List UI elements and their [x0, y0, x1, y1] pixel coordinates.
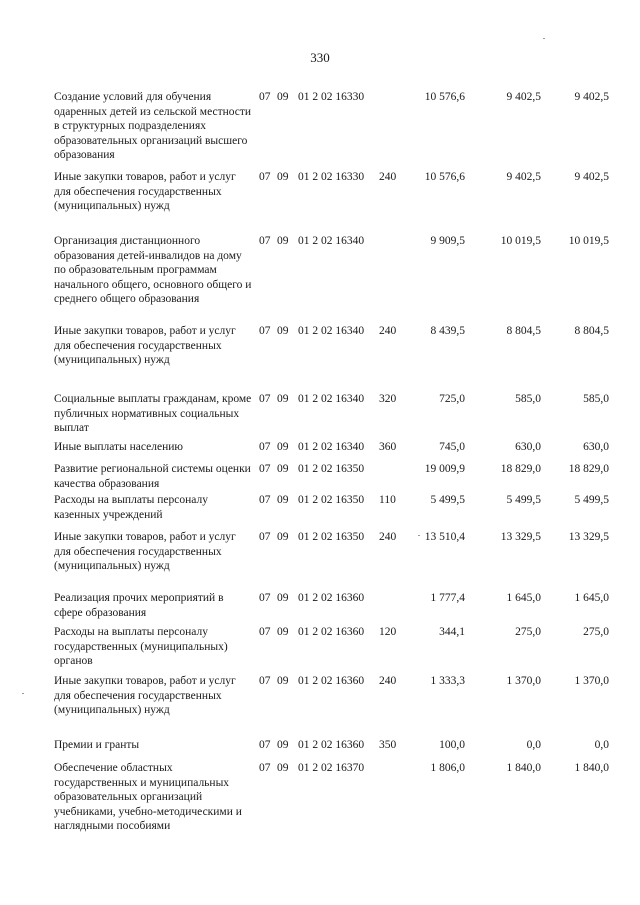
row-value-2: 585,0	[515, 393, 541, 405]
row-section: 07	[259, 463, 271, 475]
row-target-code: 01 2 02 16360	[298, 592, 365, 604]
row-subsection: 09	[277, 393, 289, 405]
row-value-3: 585,0	[583, 393, 609, 405]
row-value-3: 1 840,0	[574, 762, 609, 774]
row-value-2: 1 645,0	[506, 592, 541, 604]
row-expense-type: 350	[379, 739, 397, 751]
row-value-2: 275,0	[515, 626, 541, 638]
row-value-2: 10 019,5	[500, 235, 541, 247]
row-target-code: 01 2 02 16340	[298, 235, 365, 247]
row-value-1: 9 909,5	[430, 235, 465, 247]
row-value-1: 745,0	[439, 441, 465, 453]
row-target-code: 01 2 02 16360	[298, 675, 365, 687]
row-name: Расходы на выплаты персоналу государственных (муниципальных) органов	[54, 626, 228, 667]
row-value-2: 1 840,0	[506, 762, 541, 774]
row-value-3: 5 499,5	[574, 494, 609, 506]
row-section: 07	[259, 675, 271, 687]
row-name: Создание условий для обучения одаренных детей из сельской местности в структурных подразделениях образовательных организаций высшего образования	[54, 91, 252, 161]
row-subsection: 09	[277, 235, 289, 247]
row-subsection: 09	[277, 531, 289, 543]
row-target-code: 01 2 02 16350	[298, 463, 365, 475]
row-section: 07	[259, 592, 271, 604]
row-name: Иные закупки товаров, работ и услуг для обеспечения государственных (муниципальных) нужд	[54, 531, 236, 572]
row-target-code: 01 2 02 16360	[298, 626, 365, 638]
row-value-2: 5 499,5	[506, 494, 541, 506]
row-name: Реализация прочих мероприятий в сфере образования	[54, 592, 224, 619]
row-target-code: 01 2 02 16370	[298, 762, 365, 774]
row-value-1: 8 439,5	[430, 325, 465, 337]
row-expense-type: 110	[379, 494, 396, 506]
row-target-code: 01 2 02 16340	[298, 393, 365, 405]
row-section: 07	[259, 626, 271, 638]
row-value-3: 10 019,5	[568, 235, 609, 247]
row-value-3: 1 645,0	[574, 592, 609, 604]
row-expense-type: 240	[379, 171, 397, 183]
row-target-code: 01 2 02 16340	[298, 441, 365, 453]
row-name: Иные закупки товаров, работ и услуг для обеспечения государственных (муниципальных) нужд	[54, 325, 236, 366]
row-target-code: 01 2 02 16330	[298, 91, 365, 103]
row-subsection: 09	[277, 762, 289, 774]
row-subsection: 09	[277, 675, 289, 687]
row-expense-type: 120	[379, 626, 397, 638]
row-value-2: 13 329,5	[500, 531, 541, 543]
row-subsection: 09	[277, 441, 289, 453]
row-section: 07	[259, 494, 271, 506]
row-target-code: 01 2 02 16350	[298, 494, 365, 506]
row-section: 07	[259, 91, 271, 103]
row-value-1: 13 510,4	[424, 531, 465, 543]
row-value-1: 725,0	[439, 393, 465, 405]
row-value-3: 630,0	[583, 441, 609, 453]
row-target-code: 01 2 02 16350	[298, 531, 365, 543]
row-value-2: 1 370,0	[506, 675, 541, 687]
row-value-2: 8 804,5	[506, 325, 541, 337]
row-value-1: 344,1	[439, 626, 465, 638]
row-value-2: 630,0	[515, 441, 541, 453]
row-value-3: 8 804,5	[574, 325, 609, 337]
row-section: 07	[259, 393, 271, 405]
row-value-1: 1 806,0	[430, 762, 465, 774]
page-number: 330	[310, 50, 330, 65]
row-value-3: 13 329,5	[568, 531, 609, 543]
scan-speck	[22, 693, 24, 694]
scan-speck	[543, 38, 545, 39]
row-value-1: 10 576,6	[424, 171, 465, 183]
row-section: 07	[259, 441, 271, 453]
row-name: Организация дистанционного образования детей-инвалидов на дому по образовательным программам начального общего, основного общего и среднего общего образования	[54, 235, 252, 305]
row-subsection: 09	[277, 626, 289, 638]
row-target-code: 01 2 02 16340	[298, 325, 365, 337]
row-subsection: 09	[277, 494, 289, 506]
row-subsection: 09	[277, 91, 289, 103]
row-section: 07	[259, 171, 271, 183]
row-value-1: 100,0	[439, 739, 465, 751]
row-value-3: 1 370,0	[574, 675, 609, 687]
row-section: 07	[259, 235, 271, 247]
row-expense-type: 240	[379, 675, 397, 687]
row-subsection: 09	[277, 325, 289, 337]
row-value-1: 5 499,5	[430, 494, 465, 506]
row-name: Иные закупки товаров, работ и услуг для обеспечения государственных (муниципальных) нужд	[54, 171, 236, 212]
row-value-1: 10 576,6	[424, 91, 465, 103]
row-section: 07	[259, 531, 271, 543]
row-name: Иные закупки товаров, работ и услуг для обеспечения государственных (муниципальных) нужд	[54, 675, 236, 716]
row-value-3: 18 829,0	[568, 463, 609, 475]
row-value-3: 9 402,5	[574, 91, 609, 103]
row-target-code: 01 2 02 16360	[298, 739, 365, 751]
row-value-3: 275,0	[583, 626, 609, 638]
row-value-1: 1 777,4	[430, 592, 465, 604]
row-name: Премии и гранты	[54, 739, 140, 751]
row-subsection: 09	[277, 463, 289, 475]
row-target-code: 01 2 02 16330	[298, 171, 365, 183]
row-name: Расходы на выплаты персоналу казенных учреждений	[54, 494, 208, 521]
row-value-2: 9 402,5	[506, 171, 541, 183]
row-expense-type: 360	[379, 441, 397, 453]
row-section: 07	[259, 762, 271, 774]
row-name: Социальные выплаты гражданам, кроме публичных нормативных социальных выплат	[54, 393, 252, 434]
row-subsection: 09	[277, 592, 289, 604]
row-expense-type: 240	[379, 325, 397, 337]
row-name: Развитие региональной системы оценки качества образования	[54, 463, 251, 490]
row-name: Иные выплаты населению	[54, 441, 183, 453]
row-subsection: 09	[277, 739, 289, 751]
row-value-2: 18 829,0	[500, 463, 541, 475]
row-section: 07	[259, 739, 271, 751]
row-value-2: 0,0	[526, 739, 541, 751]
row-value-2: 9 402,5	[506, 91, 541, 103]
row-value-3: 0,0	[594, 739, 609, 751]
row-value-1: 19 009,9	[424, 463, 465, 475]
row-expense-type: 240	[379, 531, 397, 543]
row-expense-type: 320	[379, 393, 397, 405]
row-name: Обеспечение областных государственных и муниципальных образовательных организаций учебниками, учебно-методическими и наглядными пособиями	[54, 762, 242, 832]
scan-speck	[418, 535, 420, 536]
row-value-3: 9 402,5	[574, 171, 609, 183]
row-subsection: 09	[277, 171, 289, 183]
row-value-1: 1 333,3	[430, 675, 465, 687]
row-section: 07	[259, 325, 271, 337]
